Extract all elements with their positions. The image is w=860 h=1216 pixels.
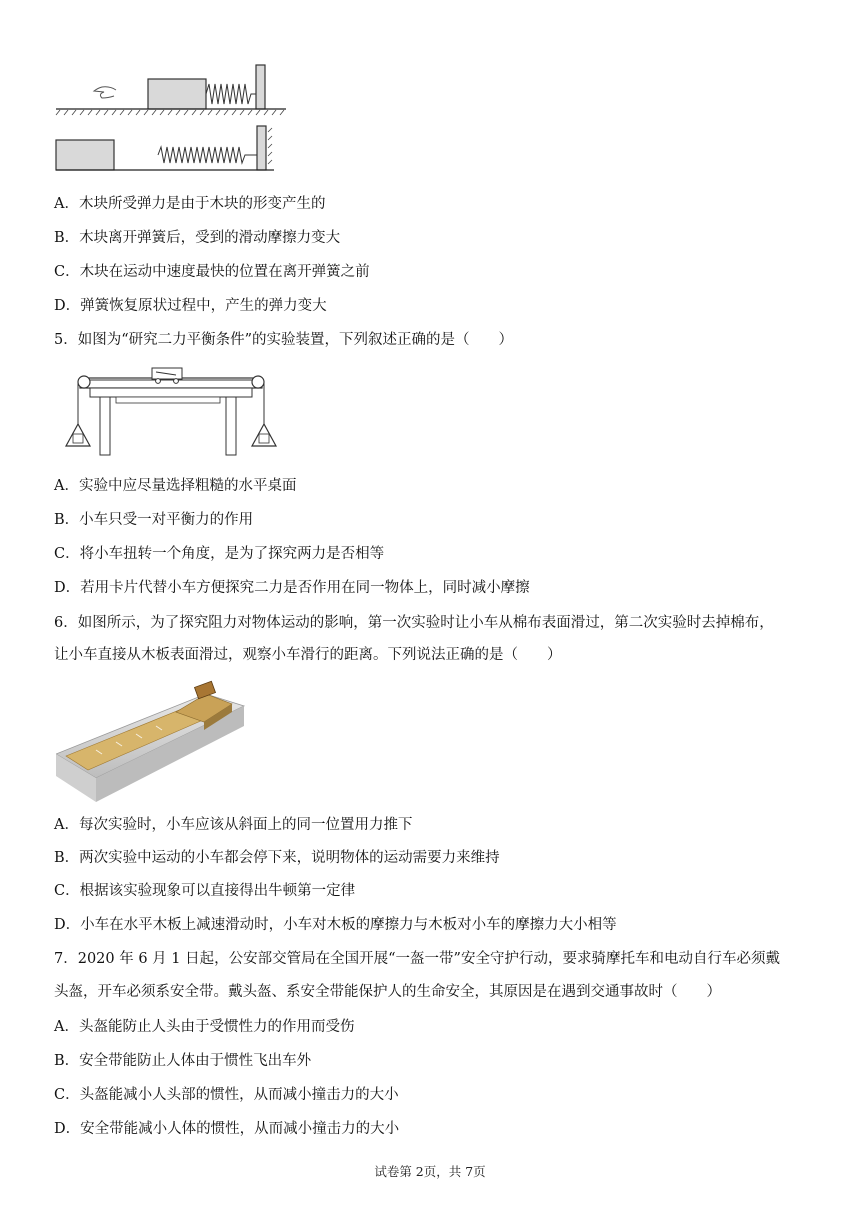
q5-option-d[interactable]: D．若用卡片代替小车方便探究二力是否作用在同一物体上，同时减小摩擦 [54,580,530,596]
q6-option-d[interactable]: D．小车在水平木板上减速滑动时，小车对木板的摩擦力与木板对小车的摩擦力大小相等 [54,917,617,933]
q6-stem-line1: 6．如图所示，为了探究阻力对物体运动的影响，第一次实验时让小车从棉布表面滑过，第二次实验时去掉棉布， [54,615,774,631]
q6-option-a[interactable]: A．每次实验时，小车应该从斜面上的同一位置用力推下 [54,817,413,833]
q6-option-b[interactable]: B．两次实验中运动的小车都会停下来，说明物体的运动需要力来维持 [54,850,500,866]
q6-option-c[interactable]: C．根据该实验现象可以直接得出牛顿第一定律 [54,883,356,899]
q7-stem-line1: 7．2020 年 6 月 1 日起，公安部交管局在全国开展“一盔一带”安全守护行动，要求骑摩托车和电动自行车必须戴 [54,951,780,967]
released-spring-state [56,126,274,170]
q5-option-b[interactable]: B．小车只受一对平衡力的作用 [54,512,254,528]
compressed-spring-state [56,65,286,115]
q4-option-b[interactable]: B．木块离开弹簧后，受到的滑动摩擦力变大 [54,230,341,246]
balance-apparatus-figure [56,366,286,458]
q4-option-d[interactable]: D．弹簧恢复原状过程中，产生的弹力变大 [54,298,327,314]
q5-option-a[interactable]: A．实验中应尽量选择粗糙的水平桌面 [54,478,297,494]
q7-option-b[interactable]: B．安全带能防止人体由于惯性飞出车外 [54,1053,312,1069]
q5-stem: 5．如图为“研究二力平衡条件”的实验装置，下列叙述正确的是（ ） [54,332,514,348]
q5-option-c[interactable]: C．将小车扭转一个角度，是为了探究两力是否相等 [54,546,385,562]
ramp-board-figure [56,674,246,806]
q7-option-a[interactable]: A．头盔能防止人头由于受惯性力的作用而受伤 [54,1019,355,1035]
page-footer: 试卷第 2页，共 7页 [374,1164,486,1179]
q7-option-c[interactable]: C．头盔能减小人头部的惯性，从而减小撞击力的大小 [54,1087,399,1103]
q4-option-c[interactable]: C．木块在运动中速度最快的位置在离开弹簧之前 [54,264,370,280]
spring-block-figure [54,62,290,174]
q7-option-d[interactable]: D．安全带能减小人体的惯性，从而减小撞击力的大小 [54,1121,400,1137]
q7-stem-line2: 头盔，开车必须系安全带。戴头盔、系安全带能保护人的生命安全，其原因是在遇到交通事故时（ ） [54,984,721,1000]
q4-option-a[interactable]: A．木块所受弹力是由于木块的形变产生的 [54,196,326,212]
q6-stem-line2: 让小车直接从木板表面滑过，观察小车滑行的距离。下列说法正确的是（ ） [54,647,562,663]
